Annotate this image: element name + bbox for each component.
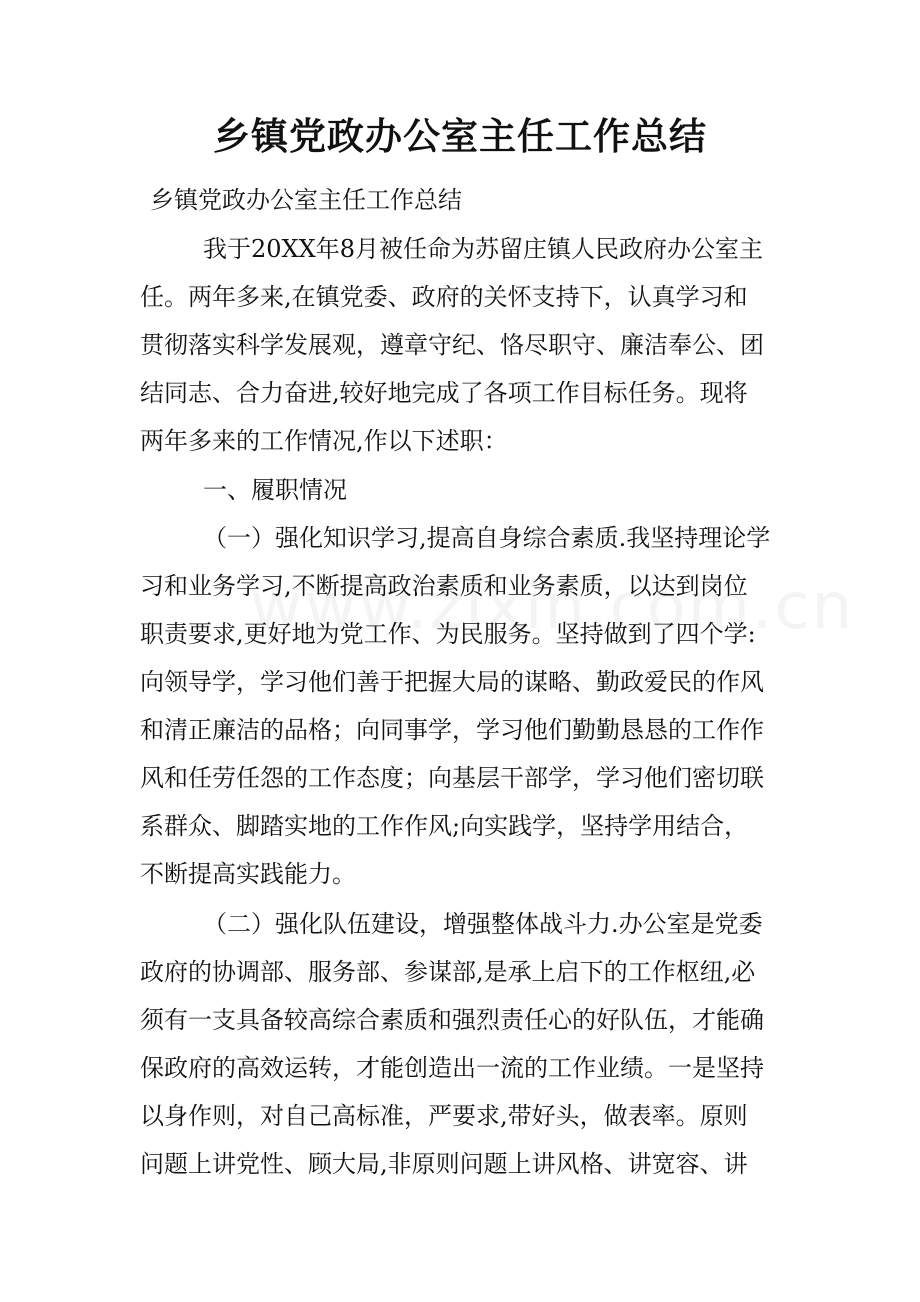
paragraph-line: 结同志、合力奋进,较好地完成了各项工作目标任务。现将: [140, 379, 748, 407]
paragraph-line: 政府的协调部、服务部、参谋部,是承上启下的工作枢纽,必: [140, 958, 756, 986]
document-subtitle: 乡镇党政办公室主任工作总结: [150, 186, 462, 214]
paragraph-line: 任。两年多来,在镇党委、政府的关怀支持下，认真学习和: [140, 283, 748, 311]
paragraph-line: 向领导学，学习他们善于把握大局的谋略、勤政爱民的作风: [140, 668, 764, 696]
paragraph-line: 须有一支具备较高综合素质和强烈责任心的好队伍，才能确: [140, 1006, 764, 1034]
paragraph-line: 问题上讲党性、顾大局,非原则问题上讲风格、讲宽容、讲: [140, 1150, 748, 1178]
paragraph-line: 系群众、脚踏实地的工作作风;向实践学，坚持学用结合，: [140, 812, 749, 840]
section-heading: [140, 466, 785, 514]
document-title: 乡镇党政办公室主任工作总结: [213, 115, 707, 158]
paragraph-line: （二）强化队伍建设，增强整体战斗力.办公室是党委: [203, 910, 763, 938]
paragraph-learning: [140, 514, 785, 898]
paragraph-line: 贯彻落实科学发展观，遵章守纪、恪尽职守、廉洁奉公、团: [140, 331, 764, 359]
paragraph-intro: [140, 225, 785, 465]
section-heading-text: 一、履职情况: [203, 476, 347, 504]
paragraph-line: 职责要求,更好地为党工作、为民服务。坚持做到了四个学:: [140, 620, 756, 648]
paragraph-line: 两年多来的工作情况,作以下述职：: [140, 427, 508, 455]
paragraph-line: 我于20XX年8月被任命为苏留庄镇人民政府办公室主: [203, 235, 763, 263]
paragraph-line: （一）强化知识学习,提高自身综合素质.我坚持理论学: [203, 524, 771, 552]
paragraph-line: 和清正廉洁的品格；向同事学，学习他们勤勤恳恳的工作作: [140, 716, 764, 744]
paragraph-line: 保政府的高效运转，才能创造出一流的工作业绩。一是坚持: [140, 1054, 764, 1082]
paragraph-team: [140, 900, 785, 1188]
paragraph-line: 风和任劳任怨的工作态度；向基层干部学，学习他们密切联: [140, 764, 764, 792]
paragraph-line: 不断提高实践能力。: [140, 860, 356, 888]
paragraph-line: 习和业务学习,不断提高政治素质和业务素质，以达到岗位: [140, 572, 748, 600]
paragraph-line: 以身作则，对自己高标准，严要求,带好头，做表率。原则: [140, 1102, 748, 1130]
